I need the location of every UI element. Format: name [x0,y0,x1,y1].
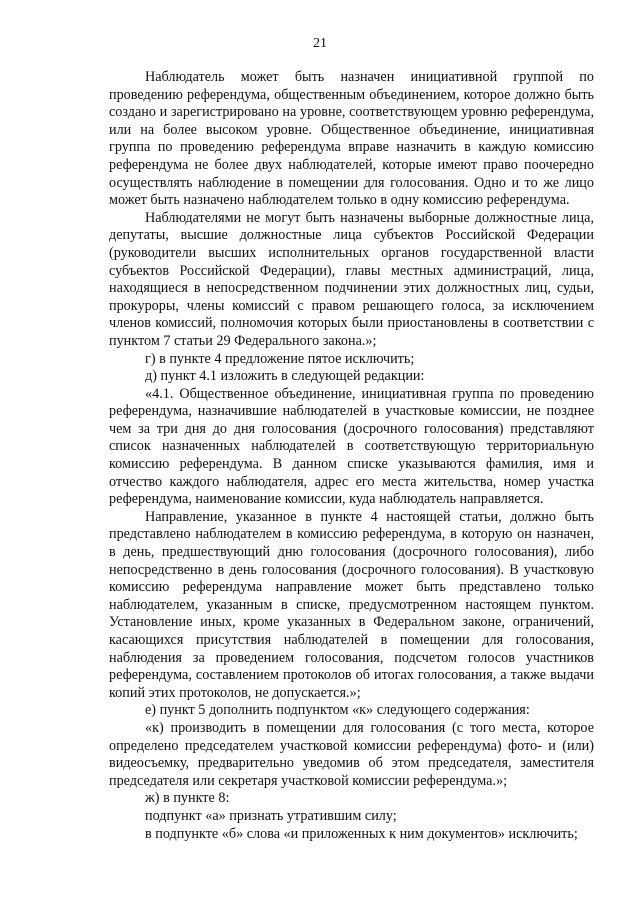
paragraph: подпункт «а» признать утратившим силу; [145,807,397,824]
page-number: 21 [313,36,327,51]
paragraph: Наблюдателями не могут быть назначены выборные должностные лица, депутаты, высшие должностные лица субъектов Российской Федерации (руководители высших исполнительных органов государственной власти субъектов Российской Федерации), главы местных администраций, лица, находящиеся в непосредственном подчинении этих должностных лиц, судьи, прокуроры, члены комиссий с правом решающего голоса, за исключением членов комиссий, полномочия которых были приостановлены в соответствии с пунктом 7 статьи 29 Федерального закона.»; [109,209,594,349]
paragraph: «4.1. Общественное объединение, инициативная группа по проведению референдума, назначившие наблюдателей в участковые комиссии, не позднее чем за три дня до дня голосования (досрочного голосования) представляют список назначенных наблюдателей в соответствующую территориальную комиссию референдума. В данном списке указываются фамилия, имя и отчество каждого наблюдателя, адрес его места жительства, номер участка референдума, наименование комиссии, куда наблюдатель направляется. [109,385,594,508]
paragraph: Направление, указанное в пункте 4 настоящей статьи, должно быть представлено наблюдателем в комиссию референдума, в которую он назначен, в день, предшествующий дню голосования (досрочного голосования), либо непосредственно в день голосования (досрочного голосования). В участковую комиссию референдума направление может быть представлено только наблюдателем, указанным в списке, предусмотренном настоящем пунктом. Установление иных, кроме указанных в Федеральном законе, ограничений, касающихся присутствия наблюдателей в помещении для голосования, наблюдения за проведением голосования, подсчетом голосов участников референдума, составлением протоколов об итогах голосования, а также выдачи копий этих протоколов, не допускается.»; [109,508,594,701]
paragraph: г) в пункте 4 предложение пятое исключить; [145,350,415,367]
paragraph: в подпункте «б» слова «и приложенных к ним документов» исключить; [145,825,578,842]
paragraph: д) пункт 4.1 изложить в следующей редакции: [145,368,425,385]
paragraph: е) пункт 5 дополнить подпунктом «к» следующего содержания: [145,702,530,719]
document-body [109,69,594,843]
paragraph: ж) в пункте 8: [145,790,230,807]
paragraph: Наблюдатель может быть назначен инициативной группой по проведению референдума, общественным объединением, которое должно быть создано и зарегистрировано на уровне, соответствующем уровню референдума, или на более высоком уровне. Общественное объединение, инициативная группа по проведению референдума вправе назначить в каждую комиссию референдума не более двух наблюдателей, которые имеют право поочередно осуществлять наблюдение в помещении для голосования. Одно и то же лицо может быть назначено наблюдателем только в одну комиссию референдума. [109,69,594,209]
paragraph: «к) производить в помещении для голосования (с того места, которое определено председателем участковой комиссии референдума) фото- и (или) видеосъемку, предварительно уведомив об этом председателя, заместителя председателя или секретаря участковой комиссии референдума.»; [109,719,594,789]
